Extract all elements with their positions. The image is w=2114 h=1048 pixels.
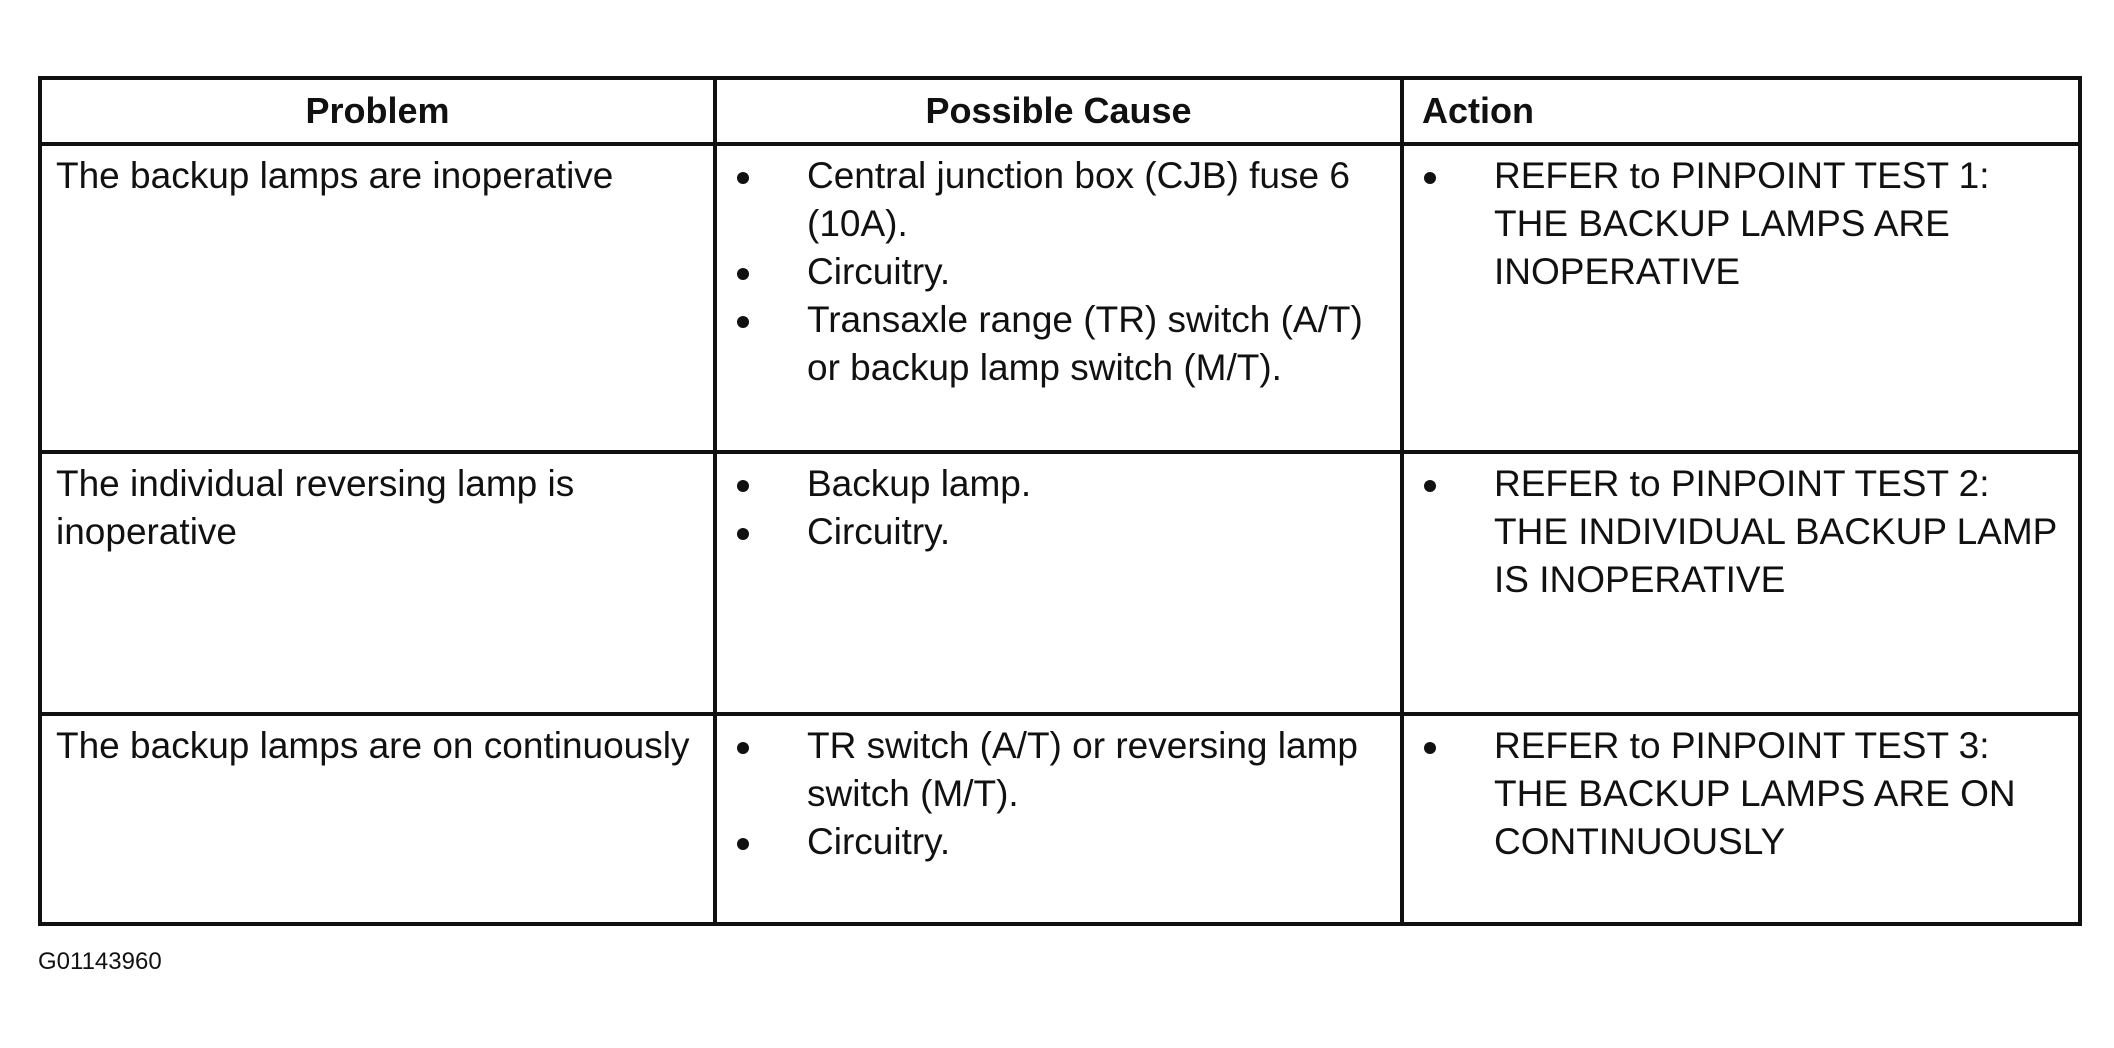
bullet-icon <box>1424 742 1436 754</box>
problem-text: The backup lamps are inoperative <box>56 155 614 196</box>
cause-cell <box>715 714 1402 924</box>
cause-item: Circuitry. <box>717 248 1390 296</box>
action-item: REFER to PINPOINT TEST 1: THE BACKUP LAMPS ARE INOPERATIVE <box>1404 152 2068 296</box>
action-item: REFER to PINPOINT TEST 3: THE BACKUP LAMPS ARE ON CONTINUOUSLY <box>1404 722 2068 866</box>
problem-text: The backup lamps are on continuously <box>56 725 690 766</box>
cause-item: Circuitry. <box>717 818 1390 866</box>
cause-item: Transaxle range (TR) switch (A/T) or backup lamp switch (M/T). <box>717 296 1390 392</box>
table-header-row <box>40 78 2080 144</box>
table-row <box>40 714 2080 924</box>
figure-id: G01143960 <box>38 948 162 975</box>
bullet-icon <box>1424 172 1436 184</box>
cause-list <box>717 146 1400 392</box>
bullet-icon <box>737 742 749 754</box>
bullet-icon <box>737 480 749 492</box>
action-cell <box>1402 714 2080 924</box>
cause-list <box>717 716 1400 866</box>
table-row <box>40 452 2080 714</box>
action-cell <box>1402 452 2080 714</box>
problem-cell <box>40 144 715 452</box>
cause-cell <box>715 144 1402 452</box>
header-possible-cause: Possible Cause <box>715 78 1402 144</box>
cause-cell <box>715 452 1402 714</box>
problem-text: The individual reversing lamp is inoperative <box>56 463 575 552</box>
action-list <box>1404 454 2078 604</box>
bullet-icon <box>737 268 749 280</box>
cause-list <box>717 454 1400 556</box>
header-action: Action <box>1402 78 2080 144</box>
cause-item: Backup lamp. <box>717 460 1390 508</box>
action-list <box>1404 146 2078 296</box>
bullet-icon <box>737 316 749 328</box>
action-cell <box>1402 144 2080 452</box>
header-problem: Problem <box>40 78 715 144</box>
cause-item: Central junction box (CJB) fuse 6 (10A). <box>717 152 1390 248</box>
problem-cell <box>40 714 715 924</box>
bullet-icon <box>737 528 749 540</box>
problem-cell <box>40 452 715 714</box>
action-item: REFER to PINPOINT TEST 2: THE INDIVIDUAL BACKUP LAMP IS INOPERATIVE <box>1404 460 2068 604</box>
bullet-icon <box>737 838 749 850</box>
bullet-icon <box>737 172 749 184</box>
cause-item: Circuitry. <box>717 508 1390 556</box>
cause-item: TR switch (A/T) or reversing lamp switch (M/T). <box>717 722 1390 818</box>
bullet-icon <box>1424 480 1436 492</box>
action-list <box>1404 716 2078 866</box>
diagnostic-table <box>38 76 2082 926</box>
table-row <box>40 144 2080 452</box>
